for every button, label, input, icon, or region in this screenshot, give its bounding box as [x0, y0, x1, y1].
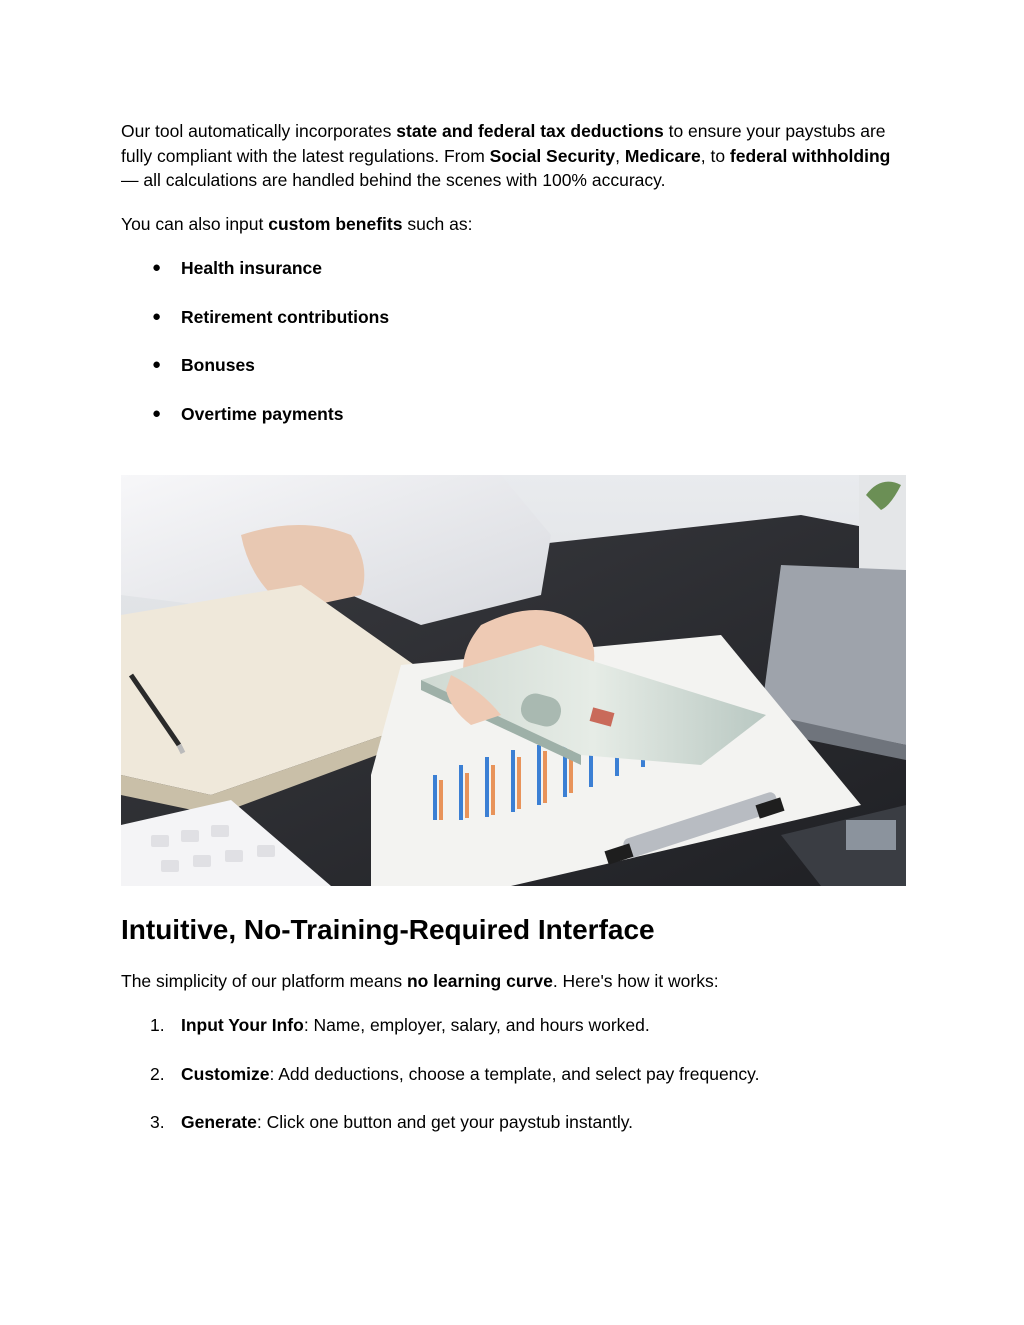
- list-item: [121, 402, 389, 451]
- benefits-bold: custom benefits: [268, 214, 403, 234]
- intro-paragraph: [121, 119, 906, 193]
- intro-text-1: Our tool automatically incorporates: [121, 121, 397, 141]
- intro-bold-tax-deductions: state and federal tax deductions: [396, 121, 664, 141]
- step-number: 3.: [150, 1112, 165, 1133]
- list-item: [121, 1110, 911, 1159]
- list-item-label: Bonuses: [181, 355, 255, 376]
- section-intro-text-1: The simplicity of our platform means: [121, 971, 407, 991]
- intro-text-2: to ensure your paystubs are fully compliant with the latest regulations. From: [121, 121, 886, 166]
- intro-bold-medicare: Medicare: [624, 145, 701, 166]
- bullet-icon: ●: [152, 259, 162, 276]
- benefits-intro: [121, 212, 473, 237]
- list-item: [121, 353, 389, 402]
- step-label: Customize: [181, 1063, 270, 1084]
- section-intro: [121, 969, 719, 994]
- section-heading: Intuitive, No-Training-Required Interface: [121, 914, 655, 945]
- list-item: [121, 305, 389, 354]
- step-text: : Add deductions, choose a template, and select pay frequency.: [269, 1063, 760, 1084]
- intro-bold-social-security: Social Security: [489, 145, 616, 166]
- step-number: 1.: [150, 1015, 165, 1035]
- step-label: Input Your Info: [181, 1015, 304, 1035]
- hands-money-chart-photo: [121, 475, 906, 886]
- list-item-label: Overtime payments: [181, 404, 344, 425]
- intro-text-4: , to: [700, 145, 730, 166]
- list-item-label: Health insurance: [181, 258, 323, 278]
- intro-text-3: ,: [615, 145, 625, 166]
- list-item-label: Retirement contributions: [181, 306, 390, 327]
- intro-bold-federal-withholding: federal withholding: [729, 145, 891, 166]
- section-intro-bold: no learning curve: [406, 971, 553, 991]
- list-item: [121, 256, 389, 305]
- list-item: [121, 1062, 911, 1111]
- bullet-icon: ●: [152, 356, 162, 374]
- section-intro-text-2: . Here's how it works:: [552, 971, 719, 991]
- intro-text-5: — all calculations are handled behind the scenes with 100% accuracy.: [121, 170, 666, 190]
- step-text: : Name, employer, salary, and hours worked.: [303, 1015, 650, 1035]
- bullet-icon: ●: [152, 307, 162, 325]
- benefits-list: [121, 256, 389, 451]
- steps-list: [121, 1013, 911, 1159]
- benefits-text-2: such as:: [402, 214, 473, 234]
- step-label: Generate: [181, 1112, 257, 1133]
- bullet-icon: ●: [152, 405, 162, 423]
- step-text: : Click one button and get your paystub instantly.: [256, 1112, 634, 1133]
- step-number: 2.: [150, 1063, 165, 1084]
- list-item: [121, 1013, 911, 1062]
- benefits-text-1: You can also input: [121, 214, 269, 234]
